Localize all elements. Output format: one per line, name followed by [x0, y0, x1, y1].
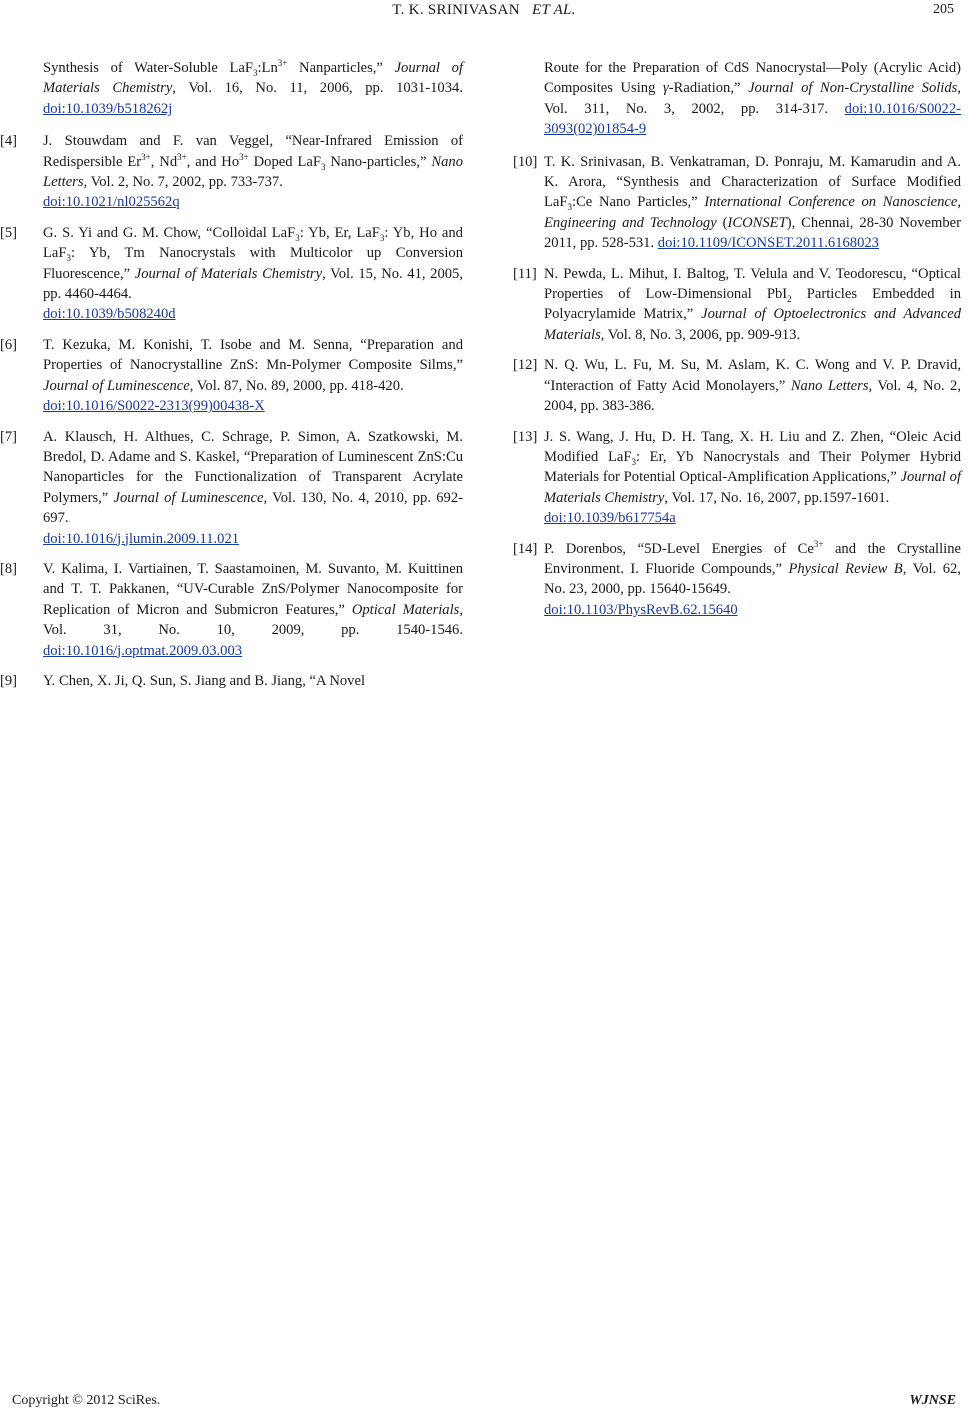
- doi-link[interactable]: doi:10.1016/S0022-2313(99)00438-X: [43, 398, 265, 415]
- doi-link[interactable]: doi:10.1021/nl025562q: [43, 194, 180, 211]
- doi-link[interactable]: doi:10.1016/S0022-3093(02)01854-9: [544, 100, 961, 138]
- reference-number: [9]: [0, 672, 18, 689]
- left-column: [0, 58, 464, 701]
- running-head-author: T. K. SRINIVASAN: [392, 2, 520, 18]
- journal-abbreviation: WJNSE: [909, 1393, 956, 1408]
- reference-number: [13]: [513, 428, 538, 445]
- doi-link[interactable]: doi:10.1039/b518262j: [43, 100, 173, 117]
- reference-number: [4]: [0, 133, 18, 150]
- doi-link[interactable]: doi:10.1109/ICONSET.2011.6168023: [657, 235, 879, 252]
- reference-7: [7] A. Klausch, H. Althues, C. Schrage, P. Simon, A. Szatkowski, M. Bredol, D. Adame and S. Kaskel, “Preparation of Luminescent ZnS:Cu Nanoparticles for the Functionalization of Transparent Acrylate Polymers,” Journal of Luminescence, Vol. 130, No. 4, 2010, pp. 692-697. doi:10.1016/j.jlumin.2009.11.021: [0, 428, 463, 547]
- doi-link[interactable]: doi:10.1039/b617754a: [544, 510, 676, 527]
- reference-number: [11]: [513, 265, 537, 282]
- reference-number: [12]: [513, 357, 538, 374]
- reference-number: [10]: [513, 153, 538, 170]
- reference-9-continued: Route for the Preparation of CdS Nanocrystal—Poly (Acrylic Acid) Composites Using γ-Radiation,” Journal of Non-Crystalline Solids, Vol. 311, No. 3, 2002, pp. 314-317. doi:10.1016/S0022-3093(02)01854-9: [544, 60, 961, 138]
- reference-9: [9] Y. Chen, X. Ji, Q. Sun, S. Jiang and B. Jiang, “A Novel: [33, 671, 463, 691]
- page-header: [0, 0, 968, 24]
- doi-link[interactable]: doi:10.1016/j.jlumin.2009.11.021: [43, 530, 240, 547]
- right-column: [505, 58, 960, 630]
- reference-number: [6]: [0, 336, 18, 353]
- running-head: [0, 2, 968, 19]
- doi-link[interactable]: doi:10.1039/b508240d: [43, 306, 176, 323]
- copyright-notice: Copyright © 2012 SciRes.: [12, 1393, 161, 1408]
- reference-10: [10] T. K. Srinivasan, B. Venkatraman, D. Ponraju, M. Kamarudin and A. K. Arora, “Synthesis and Characterization of Surface Modified LaF$_3$:Ce Nano Particles,” International Conference on Nanoscience, Engineering and Technology (ICONSET), Chennai, 28-30 November 2011, pp. 528-531. doi:10.1109/ICONSET.2011.6168023: [513, 153, 961, 252]
- reference-11: [11] N. Pewda, L. Mihut, I. Baltog, T. Velula and V. Teodorescu, “Optical Properties of Low-Dimensional PbI$_2$ Particles Embedded in Polyacrylamide Matrix,” Journal of Optoelectronics and Advanced Materials, Vol. 8, No. 3, 2006, pp. 909-913.: [513, 265, 961, 343]
- doi-link[interactable]: doi:10.1016/j.optmat.2009.03.003: [43, 642, 243, 659]
- reference-5: [5] G. S. Yi and G. M. Chow, “Colloidal LaF$_3$: Yb, Er, LaF$_3$: Yb, Ho and LaF$_3$: Yb, Tm Nanocrystals with Multicolor up Conversion Fluorescence,” Journal of Materials Chemistry, Vol. 15, No. 41, 2005, pp. 4460-4464. doi:10.1039/b508240d: [0, 224, 463, 323]
- doi-link[interactable]: doi:10.1103/PhysRevB.62.15640: [544, 601, 738, 618]
- page-number: 205: [933, 2, 954, 17]
- page-footer: [0, 1393, 968, 1415]
- reference-14: [14] P. Dorenbos, “5D-Level Energies of $Ce^{3+}$ and the Crystalline Environment. I. Fluoride Compounds,” Physical Review B, Vol. 62, No. 23, 2000, pp. 15640-15649. doi:10.1103/PhysRevB.62.15640: [513, 538, 961, 618]
- reference-8: [8] V. Kalima, I. Vartiainen, T. Saastamoinen, M. Suvanto, M. Kuittinen and T. T. Pakkanen, “UV-Curable ZnS/Polymer Nanocomposite for Replication of Micron and Submicron Features,” Optical Materials, Vol. 31, No. 10, 2009, pp. 1540-1546. doi:10.1016/j.optmat.2009.03.003: [0, 560, 463, 659]
- running-head-etal: ET AL.: [531, 2, 576, 18]
- reference-number: [5]: [0, 224, 18, 241]
- reference-6: [6] T. Kezuka, M. Konishi, T. Isobe and M. Senna, “Preparation and Properties of Nanocrystalline ZnS: Mn-Polymer Composite Silms,” Journal of Luminescence, Vol. 87, No. 89, 2000, pp. 418-420. doi:10.1016/S0022-2313(99)00438-X: [0, 336, 463, 415]
- reference-number: [7]: [0, 428, 18, 445]
- reference-number: [8]: [0, 560, 18, 577]
- reference-4: [4] J. Stouwdam and F. van Veggel, “Near-Infrared Emission of Redispersible $Er^{3+}$, $Nd^{3+}$, and $Ho^{3+}$ Doped LaF$_3$ Nano-particles,” Nano Letters, Vol. 2, No. 7, 2002, pp. 733-737. doi:10.1021/nl025562q: [0, 133, 464, 211]
- reference-12: [12] N. Q. Wu, L. Fu, M. Su, M. Aslam, K. C. Wong and V. P. Dravid, “Interaction of Fatty Acid Monolayers,” Nano Letters, Vol. 4, No. 2, 2004, pp. 383-386.: [513, 357, 962, 415]
- reference-3-continued: Synthesis of Water-Soluble $LaF_3:Ln^{3+}$ Nanparticles,” Journal of Materials Chemistry, Vol. 16, No. 11, 2006, pp. 1031-1034. doi:10.1039/b518262j: [43, 58, 463, 117]
- reference-13: [13] J. S. Wang, J. Hu, D. H. Tang, X. H. Liu and Z. Zhen, “Oleic Acid Modified LaF$_3$: Er, Yb Nanocrystals and Their Polymer Hybrid Materials for Potential Optical-Amplification Applications,” Journal of Materials Chemistry, Vol. 17, No. 16, 2007, pp.1597-1601. doi:10.1039/b617754a: [513, 428, 961, 527]
- reference-number: [14]: [513, 540, 538, 557]
